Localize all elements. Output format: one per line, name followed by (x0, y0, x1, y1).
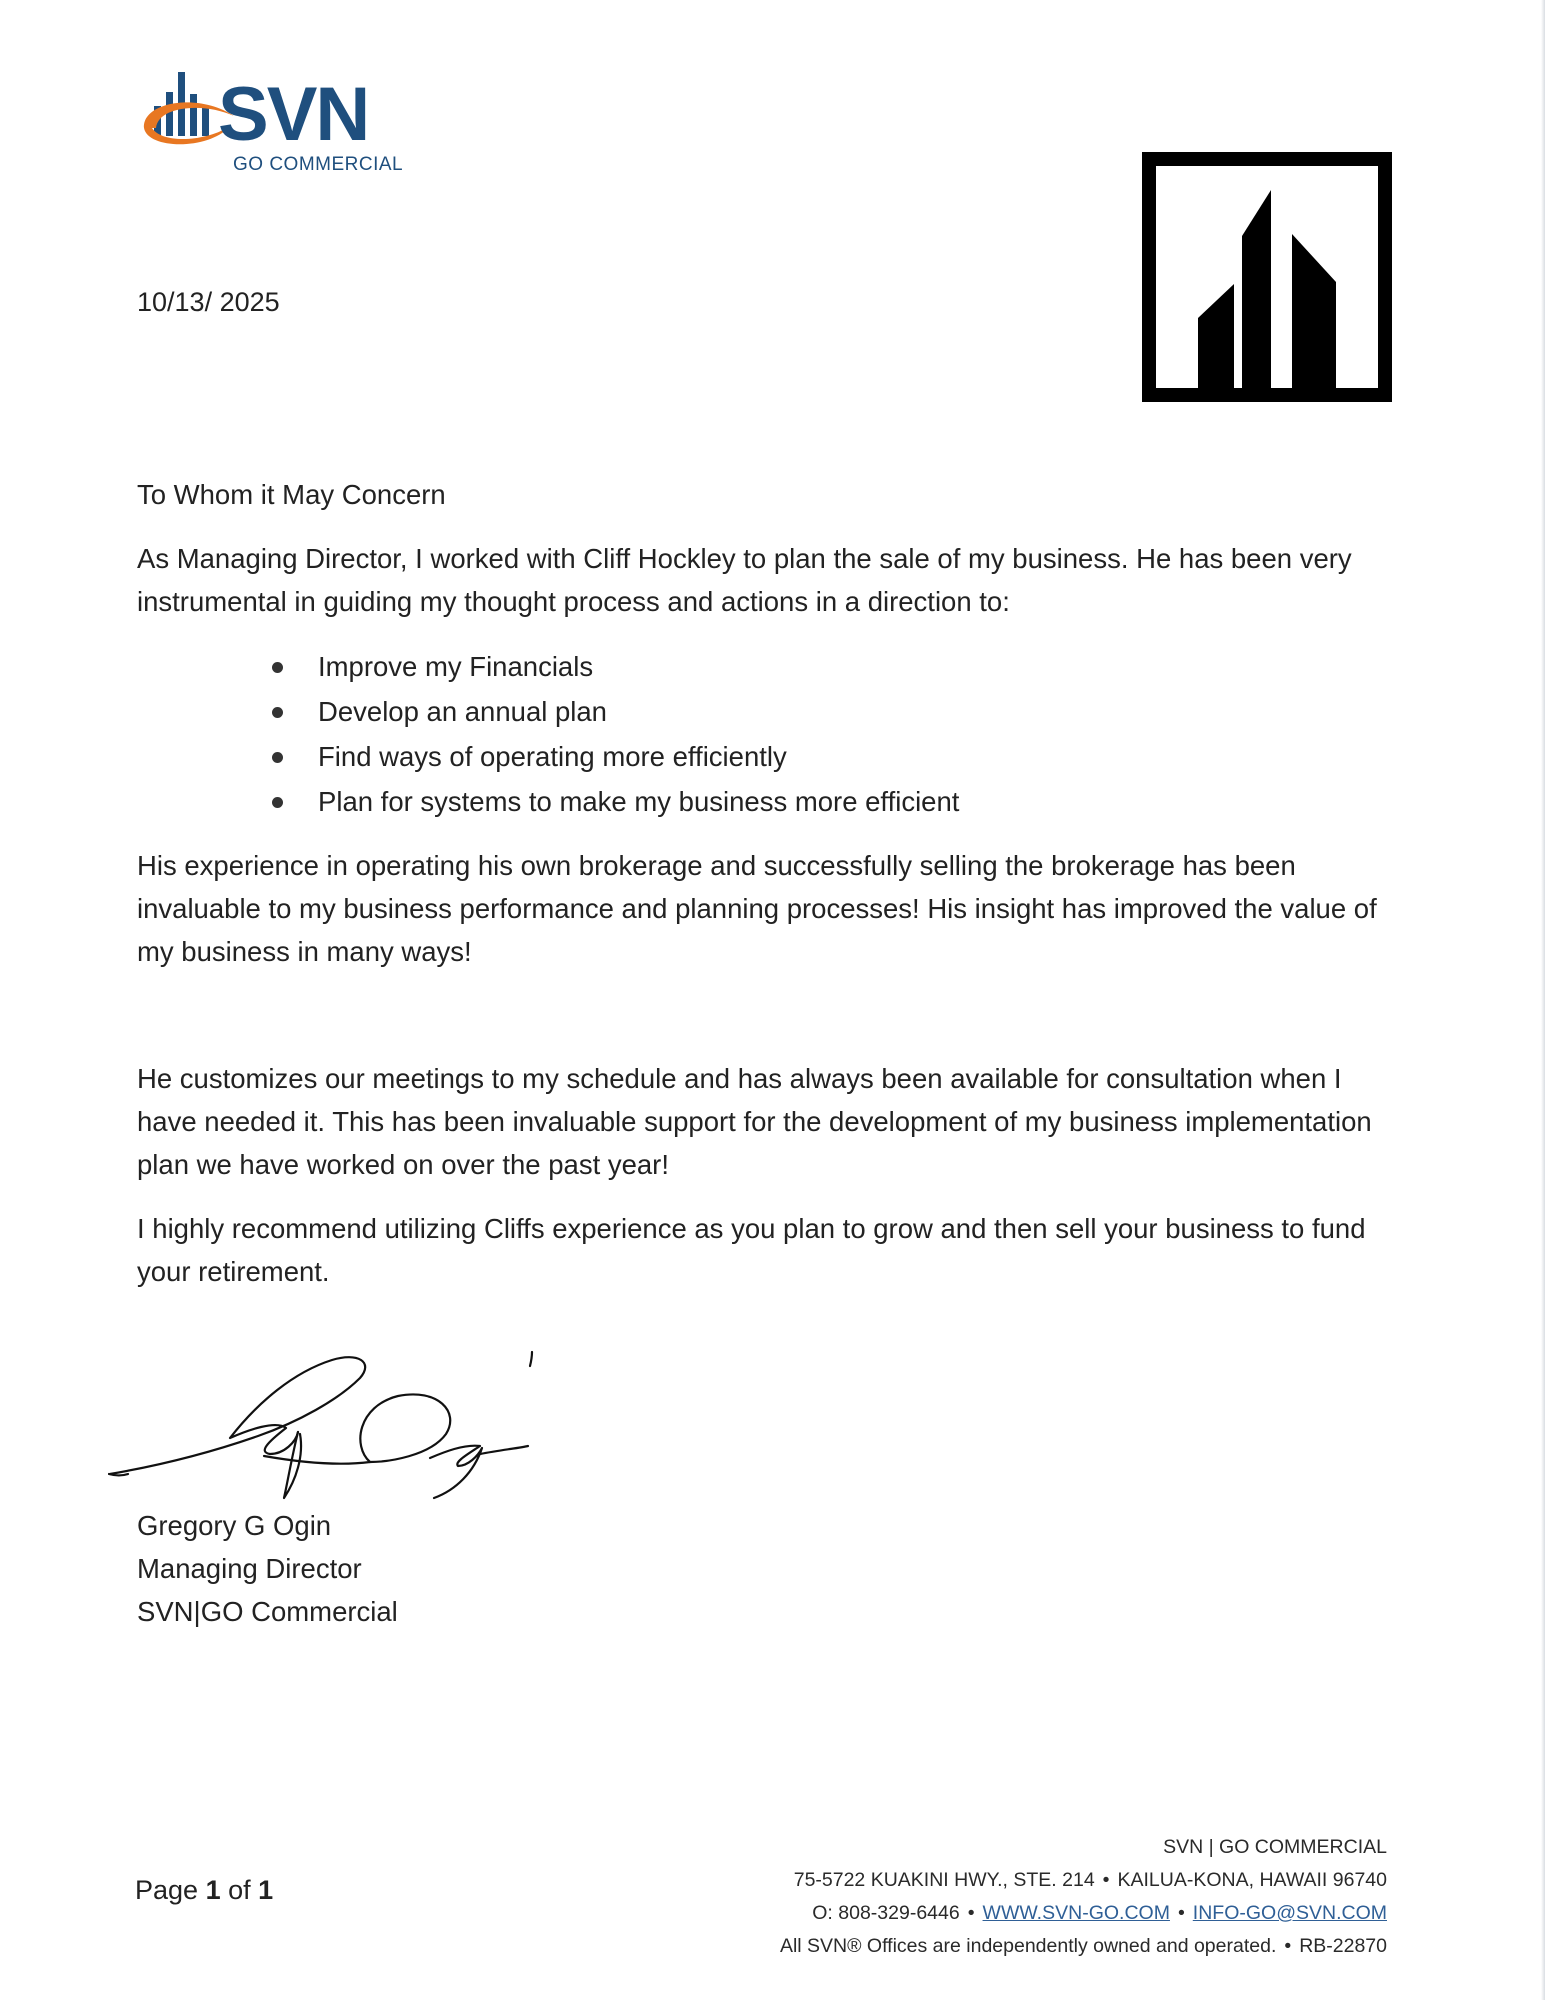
list-item: Develop an annual plan (272, 689, 959, 734)
handwritten-signature (108, 1330, 548, 1510)
svg-text:SVN: SVN (218, 72, 369, 156)
salutation: To Whom it May Concern (137, 479, 446, 510)
phone-number: O: 808-329-6446 (812, 1902, 960, 1924)
letter-date: 10/13/ 2025 (137, 287, 280, 317)
footer-address-line: 75-5722 KUAKINI HWY., STE. 214 • KAILUA-KONA, HAWAII 96740 (793, 1869, 1387, 1891)
svn-logo (138, 66, 408, 186)
footer-contact-line: O: 808-329-6446 • WWW.SVN-GO.COM • INFO-GO@SVN.COM (812, 1902, 1387, 1924)
building-mark-icon (1142, 152, 1392, 402)
list-item: Find ways of operating more efficiently (272, 734, 959, 779)
paragraph-experience: His experience in operating his own brokerage and successfully selling the brokerage has been invaluable to my business performance and planning processes! His insight has improved the value of my business in many ways! (137, 850, 1377, 967)
page-number: Page 1 of 1 (135, 1875, 274, 1905)
list-item: Improve my Financials (272, 644, 959, 689)
signature-block (137, 1504, 398, 1633)
logo-subtitle: GO COMMERCIAL (233, 154, 404, 175)
bullet-list (272, 644, 959, 824)
footer-disclaimer-line: All SVN® Offices are independently owned and operated. • RB-22870 (779, 1935, 1387, 1957)
bullet-icon (272, 662, 283, 673)
signer-company: SVN|GO Commercial (137, 1596, 398, 1627)
bullet-icon (272, 797, 283, 808)
paragraph-intro: As Managing Director, I worked with Cliff Hockley to plan the sale of my business. He has been very instrumental in guiding my thought process and actions in a direction to: (137, 543, 1352, 617)
svn-logo-icon (138, 66, 408, 156)
signer-name: Gregory G Ogin (137, 1510, 332, 1541)
page-edge (1541, 0, 1545, 2000)
paragraph-meetings: He customizes our meetings to my schedule and has always been available for consultation when I have needed it. This has been invaluable support for the development of my business implementation plan we have worked on over the past year! (137, 1063, 1372, 1180)
bullet-icon (272, 707, 283, 718)
footer-contact (780, 1831, 1387, 1963)
website-link[interactable]: WWW.SVN-GO.COM (982, 1902, 1170, 1924)
footer-company: SVN | GO COMMERCIAL (1163, 1836, 1387, 1858)
email-link[interactable]: INFO-GO@SVN.COM (1192, 1902, 1387, 1924)
bullet-icon (272, 752, 283, 763)
signer-title: Managing Director (137, 1553, 362, 1584)
list-item: Plan for systems to make my business more efficient (272, 779, 959, 824)
paragraph-recommendation: I highly recommend utilizing Cliffs experience as you plan to grow and then sell your business to fund your retirement. (137, 1213, 1366, 1287)
